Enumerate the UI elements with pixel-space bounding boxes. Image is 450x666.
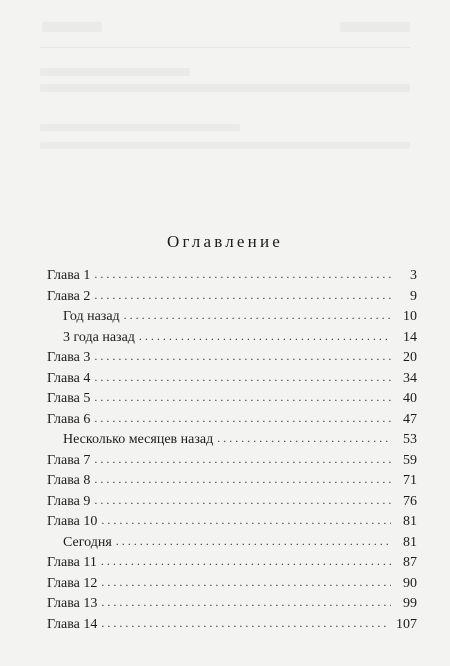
toc-entry: [47, 514, 417, 535]
toc-page-number: 107: [396, 616, 417, 632]
toc-entry-label: Год назад: [63, 309, 120, 324]
toc-page-number: 59: [403, 452, 417, 468]
toc-entry: [47, 350, 417, 371]
toc-dot-leader: [94, 288, 391, 303]
toc-dot-leader: [139, 329, 391, 344]
toc-list: [47, 268, 417, 637]
toc-entry-label: Глава 6: [47, 411, 91, 427]
toc-page-number: 47: [403, 411, 417, 427]
toc-entry: [47, 268, 417, 289]
toc-entry-label: Глава 14: [47, 616, 98, 632]
toc-entry-label: Несколько месяцев назад: [63, 432, 214, 447]
toc-dot-leader: [101, 513, 391, 528]
toc-entry-label: Глава 5: [47, 391, 91, 406]
toc-page-number: 90: [403, 575, 417, 591]
toc-entry: [47, 289, 417, 310]
toc-entry-label: 3 года назад: [63, 329, 135, 345]
toc-dot-leader: [94, 370, 391, 385]
toc-entry-label: Глава 7: [47, 452, 91, 468]
toc-entry-label: Глава 11: [47, 555, 97, 570]
toc-entry-label: Сегодня: [63, 534, 112, 550]
toc-dot-leader: [94, 472, 391, 487]
toc-entry-label: Глава 13: [47, 596, 98, 611]
toc-entry-label: Глава 10: [47, 514, 98, 529]
toc-entry: [47, 494, 417, 515]
toc-page-number: 53: [403, 432, 417, 447]
toc-page-number: 81: [403, 514, 417, 529]
toc-entry-label: Глава 1: [47, 268, 91, 283]
toc-page-number: 3: [410, 268, 417, 283]
toc-entry-label: Глава 2: [47, 288, 91, 304]
toc-entry: [47, 473, 417, 494]
toc-dot-leader: [101, 595, 391, 610]
toc-entry-label: Глава 3: [47, 350, 91, 365]
toc-page-number: 40: [403, 391, 417, 406]
toc-entry: [47, 391, 417, 412]
toc-entry-label: Глава 12: [47, 575, 98, 591]
toc-page-number: 87: [403, 555, 417, 570]
toc-entry: [47, 371, 417, 392]
toc-dot-leader: [94, 493, 391, 508]
toc-dot-leader: [94, 349, 391, 364]
toc-page-number: 10: [403, 309, 417, 324]
toc-entry-label: Глава 9: [47, 493, 91, 509]
toc-dot-leader: [94, 452, 391, 467]
toc-subentry: [47, 535, 417, 556]
toc-dot-leader: [116, 534, 391, 549]
toc-entry-label: Глава 4: [47, 370, 91, 386]
toc-title: Оглавление: [167, 232, 283, 251]
toc-entry: [47, 596, 417, 617]
toc-subentry: [47, 432, 417, 453]
toc-subentry: [47, 309, 417, 330]
toc-entry: [47, 412, 417, 433]
toc-dot-leader: [124, 308, 391, 323]
toc-page-number: 9: [410, 288, 417, 304]
toc-dot-leader: [101, 575, 391, 590]
toc-entry: [47, 555, 417, 576]
toc-dot-leader: [101, 616, 390, 631]
toc-page-number: 14: [403, 329, 417, 345]
page-show-through: [0, 0, 450, 200]
toc-page-number: 76: [403, 493, 417, 509]
toc-entry-label: Глава 8: [47, 473, 91, 488]
toc-page-number: 99: [403, 596, 417, 611]
toc-dot-leader: [217, 431, 391, 446]
toc-entry: [47, 453, 417, 474]
toc-dot-leader: [94, 411, 391, 426]
toc-dot-leader: [94, 267, 391, 282]
toc-subentry: [47, 330, 417, 351]
toc-dot-leader: [94, 390, 391, 405]
toc-entry: [47, 617, 417, 638]
toc-entry: [47, 576, 417, 597]
toc-page-number: 34: [403, 370, 417, 386]
toc-page-number: 20: [403, 350, 417, 365]
toc-page-number: 81: [403, 534, 417, 550]
toc-page-number: 71: [403, 473, 417, 488]
toc-dot-leader: [101, 554, 391, 569]
